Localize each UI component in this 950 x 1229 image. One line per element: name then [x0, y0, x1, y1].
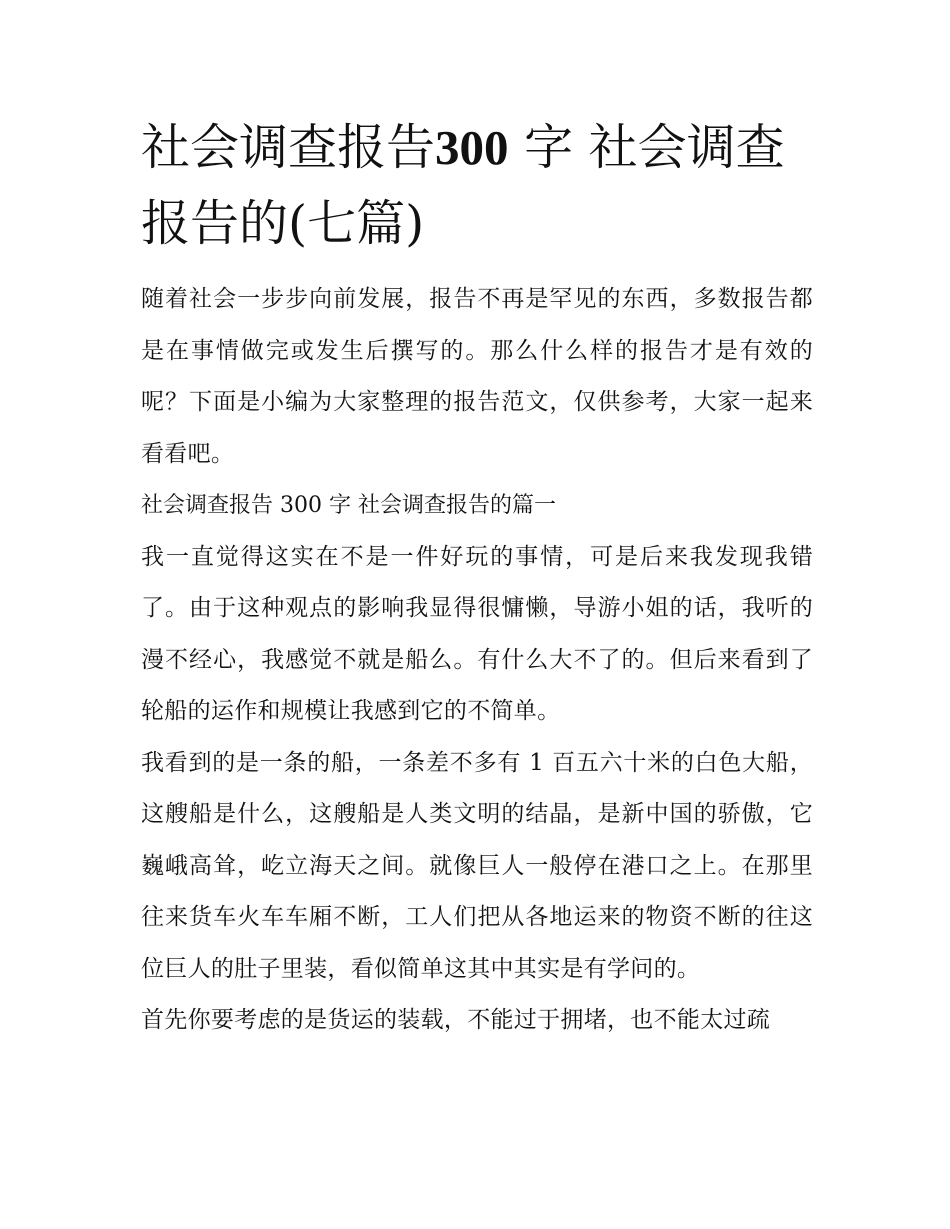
intro-paragraph: 随着社会一步步向前发展，报告不再是罕见的东西，多数报告都是在事情做完或发生后撰写的。那么什么样的报告才是有效的呢？下面是小编为大家整理的报告范文，仅供参考，大家一起来看看吧。 [141, 286, 813, 467]
title-part-2: 字 社会调查报告的(七篇) [141, 119, 785, 252]
document-body [141, 110, 813, 1047]
body-paragraph-2: 我看到的是一条的船，一条差不多有 1 百五六十米的白色大船，这艘船是什么，这艘船是人类文明的结晶，是新中国的骄傲，它巍峨高耸，屹立海天之间。就像巨人一般停在港口之上。在那里往来货车火车车厢不断，工人们把从各地运来的物资不断的往这位巨人的肚子里装，看似简单这其中其实是有学问的。 [141, 749, 813, 982]
body-paragraph-1: 我一直觉得这实在不是一件好玩的事情，可是后来我发现我错了。由于这种观点的影响我显得很慵懒，导游小姐的话，我听的漫不经心，我感觉不就是船么。有什么大不了的。但后来看到了轮船的运作和规模让我感到它的不简单。 [141, 543, 813, 724]
title-number: 300 [435, 120, 509, 175]
section-heading: 社会调查报告 300 字 社会调查报告的篇一 [141, 493, 556, 518]
document-title [141, 110, 813, 262]
title-part-1: 社会调查报告 [141, 119, 436, 176]
body-paragraph-3: 首先你要考虑的是货运的装载，不能过于拥堵，也不能太过疏 [141, 1007, 771, 1033]
